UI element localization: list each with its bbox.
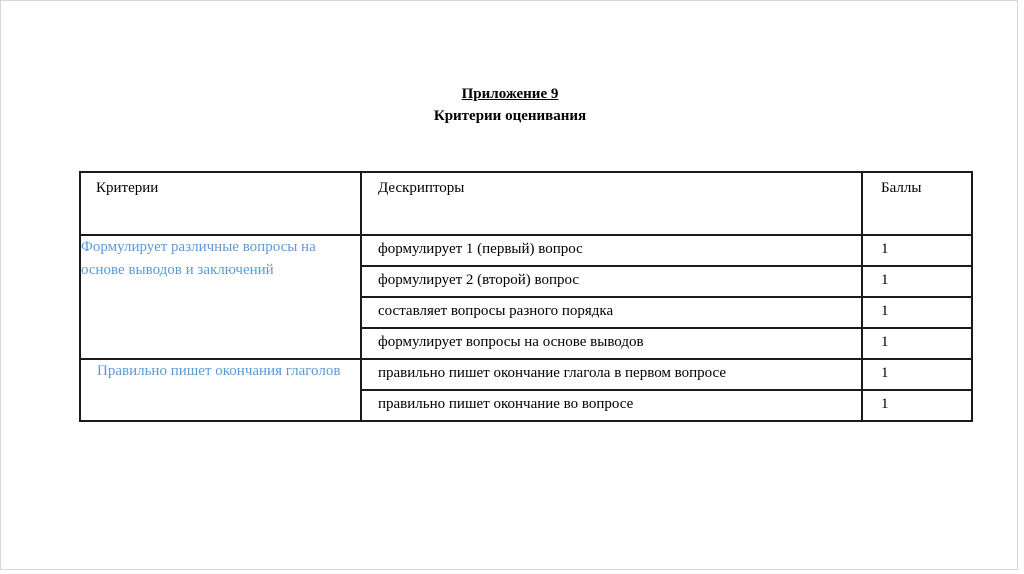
descriptor-cell: правильно пишет окончание глагола в первом вопросе: [361, 359, 862, 390]
header-descriptors: Дескрипторы: [361, 172, 862, 235]
table-row: [80, 359, 972, 390]
table-row: [80, 235, 972, 266]
appendix-label: Приложение 9: [461, 86, 559, 102]
table-header-row: [80, 172, 972, 235]
descriptor-cell: формулирует 2 (второй) вопрос: [361, 266, 862, 297]
descriptor-cell: правильно пишет окончание во вопросе: [361, 390, 862, 421]
points-cell: 1: [862, 297, 972, 328]
descriptor-cell: составляет вопросы разного порядка: [361, 297, 862, 328]
points-cell: 1: [862, 235, 972, 266]
points-cell: 1: [862, 390, 972, 421]
header-points: Баллы: [862, 172, 972, 235]
page-title: Критерии оценивания: [433, 108, 587, 124]
points-cell: 1: [862, 328, 972, 359]
descriptor-cell: формулирует 1 (первый) вопрос: [361, 235, 862, 266]
criteria-table: [79, 171, 973, 422]
page-heading: [1, 83, 1019, 127]
points-cell: 1: [862, 359, 972, 390]
criterion-cell: Формулирует различные вопросы на основе выводов и заключений: [80, 235, 361, 359]
criterion-cell: Правильно пишет окончания глаголов: [80, 359, 361, 421]
descriptor-cell: формулирует вопросы на основе выводов: [361, 328, 862, 359]
points-cell: 1: [862, 266, 972, 297]
header-criteria: Критерии: [80, 172, 361, 235]
